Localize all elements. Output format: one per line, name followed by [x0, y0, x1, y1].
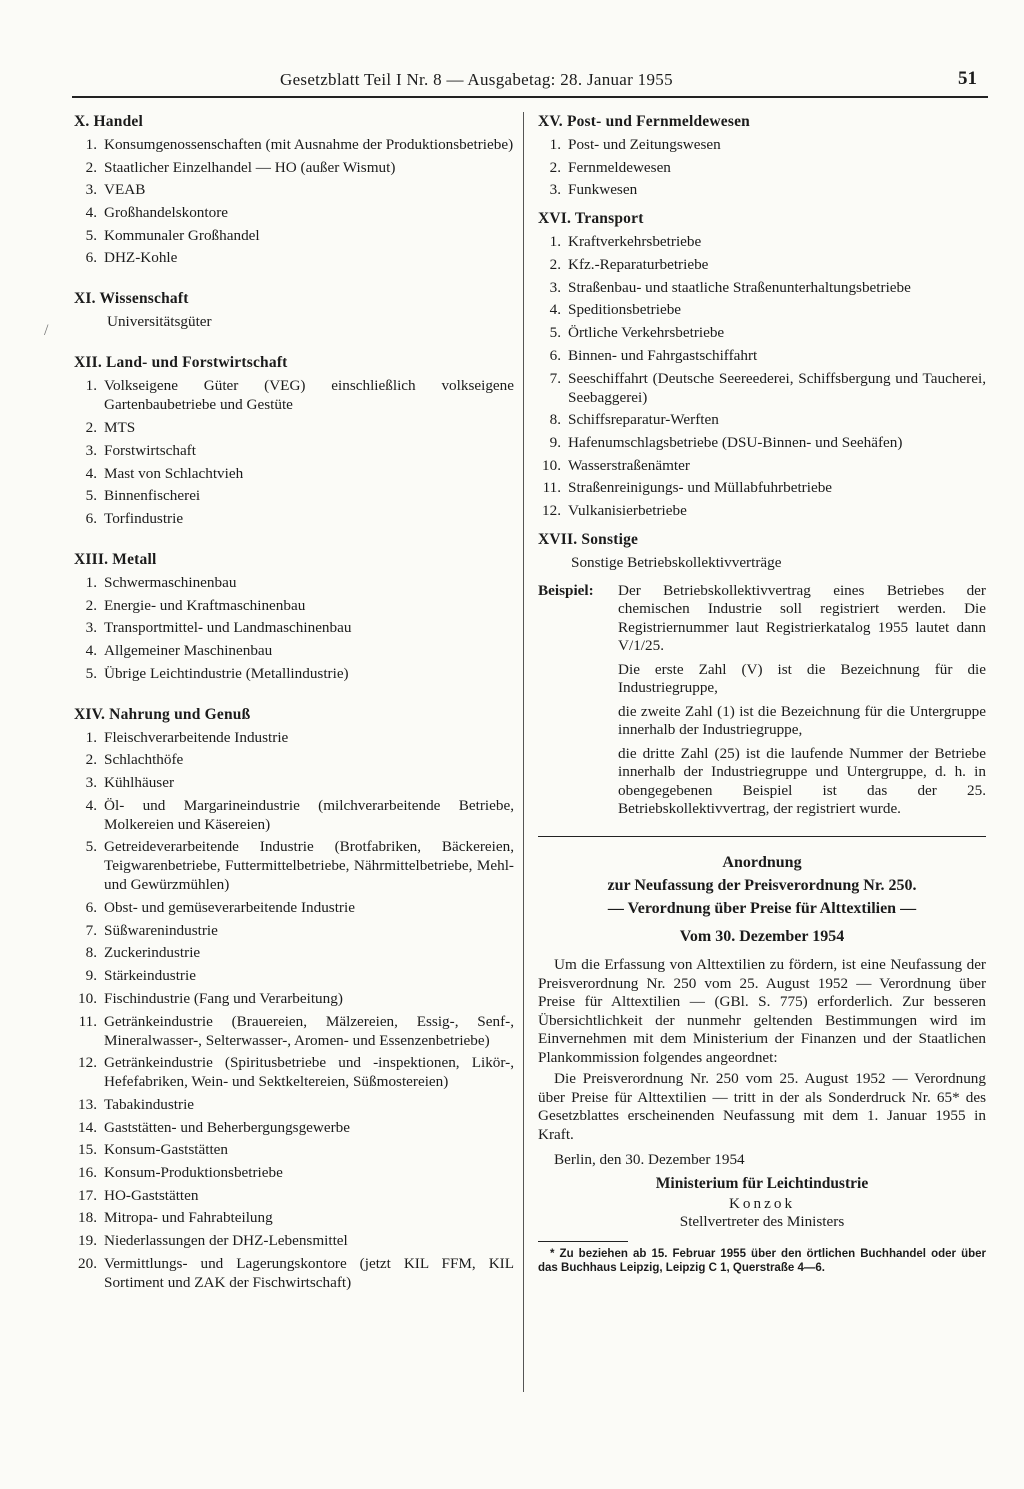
list-item-text: Straßenbau- und staatliche Straßenunterhaltungsbetriebe [568, 278, 911, 296]
list-item [74, 728, 514, 747]
list-item-number: 16. [78, 1163, 97, 1181]
beispiel-paragraph: die zweite Zahl (1) ist die Bezeichnung für die Untergruppe innerhalb der Industriegruppe, [618, 702, 986, 739]
list-item [74, 1163, 514, 1182]
list-item [74, 1053, 514, 1091]
list-item-number: 19. [78, 1232, 97, 1249]
list-item [74, 226, 514, 245]
list-item [538, 433, 986, 452]
list-item-text: VEAB [104, 181, 146, 199]
list-item-number: 3. [85, 181, 97, 199]
list-item-number: 7. [85, 921, 97, 939]
list-item-number: 3. [85, 441, 97, 459]
list-item-text: Hafenumschlagsbetriebe (DSU-Binnen- und Seehäfen) [568, 433, 903, 451]
list-item-number: 5. [85, 226, 97, 244]
list-item-text: Niederlassungen der DHZ-Lebensmittel [104, 1232, 348, 1249]
list-item [74, 1208, 514, 1227]
list-item-number: 2. [549, 256, 561, 274]
section-heading: XI. Wissenschaft [74, 290, 189, 308]
list-item-text: Großhandelskontore [104, 204, 228, 222]
list-item-number: 18. [78, 1209, 97, 1227]
list-item-text: Seeschiffahrt (Deutsche Seereederei, Schiffsbergung und Taucherei, Seebaggerei) [568, 369, 986, 406]
list-item [538, 135, 986, 154]
list-item [538, 501, 986, 520]
right-column [538, 112, 986, 1275]
list-item-text: Staatlicher Einzelhandel — HO (außer Wismut) [104, 158, 396, 176]
left-column [74, 112, 514, 1314]
section [538, 209, 986, 520]
list-item-text: Allgemeiner Maschinenbau [104, 641, 273, 659]
footnote: * Zu beziehen ab 15. Februar 1955 über den örtlichen Buchhandel oder über das Buchhaus Leipzig, Leipzig C 1, Querstraße 4—6. [538, 1248, 986, 1275]
list-item-number: 13. [78, 1095, 97, 1113]
list-item-text: Konsumgenossenschaften (mit Ausnahme der Produktionsbetriebe) [104, 136, 514, 153]
section [538, 112, 986, 199]
list-item-number: 7. [549, 369, 561, 387]
list-item-number: 1. [549, 136, 561, 153]
list-item [538, 478, 986, 497]
list-item [74, 1254, 514, 1292]
list-item-text: Obst- und gemüseverarbeitende Industrie [104, 899, 355, 917]
beispiel-paragraph: Der Betriebskollektivvertrag eines Betriebes der chemischen Industrie soll registriert werden. Die Registriernummer laut Registrierkatalog 1955 lautet dann V/1/25. [618, 581, 986, 655]
list-item-number: 2. [85, 419, 97, 437]
beispiel-label: Beispiel: [538, 581, 594, 599]
header-rule [72, 96, 988, 98]
list-item-text: Gaststätten- und Beherbergungsgewerbe [104, 1118, 351, 1136]
list-item-text: Post- und Zeitungswesen [568, 136, 721, 153]
list-item [538, 278, 986, 297]
list-item-text: DHZ-Kohle [104, 249, 178, 267]
list-item [74, 1231, 514, 1250]
list-item [74, 1095, 514, 1114]
beispiel-body [618, 582, 986, 824]
list-item-text: Zuckerindustrie [104, 944, 201, 962]
list-item-number: 6. [85, 899, 97, 917]
section [74, 705, 514, 1292]
section-heading: XVII. Sonstige [538, 530, 639, 548]
list-item [538, 255, 986, 274]
list-item [74, 921, 514, 940]
section-heading: XII. Land- und Forstwirtschaft [74, 354, 288, 372]
list-item-text: Mast von Schlachtvieh [104, 464, 244, 482]
section [74, 112, 514, 267]
list-item-text: Schwermaschinenbau [104, 573, 237, 591]
list-item-number: 1. [85, 728, 97, 746]
list-item-text: Stärkeindustrie [104, 967, 196, 985]
place-date: Berlin, den 30. Dezember 1954 [554, 1151, 745, 1169]
list-item [74, 618, 514, 637]
beispiel-block [538, 582, 986, 824]
footnote-rule [538, 1241, 628, 1242]
list-item-text: Konsum-Gaststätten [104, 1141, 229, 1159]
list-item-text: Wasserstraßenämter [568, 456, 690, 474]
list-item [74, 1140, 514, 1159]
anordnung-subtitle: zur Neufassung der Preisverordnung Nr. 250. [607, 877, 917, 895]
list-item-text: Mitropa- und Fahrabteilung [104, 1209, 273, 1227]
list-item [538, 180, 986, 199]
list-item-number: 2. [85, 751, 97, 769]
anordnung-paragraph-1: Um die Erfassung von Alttextilien zu fördern, ist eine Neufassung der Preisverordnung Nr. 250 vom 25. August 1952 — Verordnung über Preise für Alttextilien — (GBl. S. 775) erforderlich. Zur besseren Übersichtlichkeit der nunmehr geltenden Bestimmungen wird im Einvernehmen mit dem Ministerium der Finanzen und der Staatlichen Plankommission folgendes angeordnet: [538, 956, 986, 1066]
anordnung-title: Anordnung [722, 854, 802, 872]
column-divider [523, 112, 524, 1392]
list-item [74, 376, 514, 414]
anordnung-date: Vom 30. Dezember 1954 [679, 928, 845, 946]
list-item-text: Fleischverarbeitende Industrie [104, 728, 289, 746]
list-item [74, 641, 514, 660]
list-item-number: 2. [85, 596, 97, 614]
list-item-number: 14. [78, 1118, 97, 1136]
list-item-number: 4. [549, 301, 561, 319]
section [538, 530, 986, 572]
list-item [74, 1186, 514, 1205]
list-item-text: Vermittlungs- und Lagerungskontore (jetzt KIL FFM, KIL Sortiment und ZAK der Fischwirtschaft) [104, 1254, 514, 1291]
list-item [74, 943, 514, 962]
list-item [74, 966, 514, 985]
list-item-text: Übrige Leichtindustrie (Metallindustrie) [104, 664, 349, 682]
list-item-text: Süßwarenindustrie [104, 921, 218, 939]
list-item [74, 1012, 514, 1050]
list-item [74, 441, 514, 460]
list-item [74, 158, 514, 177]
list-item-number: 10. [542, 456, 561, 474]
list-item-text: Energie- und Kraftmaschinenbau [104, 596, 306, 614]
list-item-text: Getränkeindustrie (Brauereien, Mälzereien, Essig-, Senf-, Mineralwasser-, Selterwasser-, Aromen- und Essenzenbetriebe) [104, 1012, 514, 1049]
list-item-number: 8. [85, 944, 97, 962]
list-item-text: Speditionsbetriebe [568, 301, 682, 319]
list-item-number: 3. [85, 774, 97, 791]
page-number: 51 [958, 68, 977, 89]
list-item-text: Kfz.-Reparaturbetriebe [568, 256, 709, 274]
list-item-number: 6. [549, 346, 561, 364]
list-item-text: Getreideverarbeitende Industrie (Brotfabriken, Bäckereien, Teigwarenbetriebe, Futtermittelbetriebe, Nährmittelbetriebe, Mehl- und Gewürzmühlen) [104, 838, 514, 894]
list-item [74, 180, 514, 199]
list-item-text: Binnen- und Fahrgastschiffahrt [568, 346, 758, 364]
list-item-number: 9. [549, 433, 561, 451]
list-item-number: 2. [85, 158, 97, 176]
list-item-text: Kraftverkehrsbetriebe [568, 233, 702, 251]
margin-mark: / [44, 322, 49, 339]
list-item-text: Tabakindustrie [104, 1095, 195, 1113]
anordnung-paragraph-2: Die Preisverordnung Nr. 250 vom 25. August 1952 — Verordnung über Preise für Alttextilien — tritt in der als Sonderdruck Nr. 65* des Gesetzblattes erscheinenden Neufassung mit dem 1. Januar 1955 in Kraft. [538, 1070, 986, 1143]
page-header [0, 64, 1024, 94]
section-heading: XIV. Nahrung und Genuß [74, 705, 251, 723]
list-item-number: 3. [85, 619, 97, 637]
list-item [74, 750, 514, 769]
list-item-text: Getränkeindustrie (Spiritusbetriebe und -inspektionen, Likör-, Hefefabriken, Wein- und Sektkeltereien, Süßmostereien) [104, 1054, 514, 1091]
list-item [74, 596, 514, 615]
list-item [74, 248, 514, 267]
list-item-text: Torfindustrie [104, 509, 184, 527]
list-item-number: 5. [85, 487, 97, 505]
list-item [74, 837, 514, 894]
section-heading: XIII. Metall [74, 550, 157, 568]
list-item-number: 1. [85, 377, 97, 395]
list-item [74, 989, 514, 1008]
list-item-number: 4. [85, 464, 97, 482]
list-item-number: 5. [85, 838, 97, 856]
section [74, 353, 514, 527]
list-item [538, 456, 986, 475]
list-item [74, 773, 514, 792]
section-heading: XVI. Transport [538, 210, 644, 228]
section-heading: XV. Post- und Fernmeldewesen [538, 113, 750, 130]
list-item-number: 1. [549, 233, 561, 251]
list-item [74, 1118, 514, 1137]
list-item [74, 509, 514, 528]
beispiel-paragraph: die dritte Zahl (25) ist die laufende Nummer der Betriebe innerhalb der Industriegruppe und Untergruppe, d. h. in obengegebenen Beispiel ist das der 25. Betriebskollektivvertrag, der registriert wurde. [618, 744, 986, 818]
list-item-number: 9. [85, 967, 97, 985]
list-item [538, 300, 986, 319]
list-item-text: Schlachthöfe [104, 751, 184, 769]
list-item-text: Fernmeldewesen [568, 158, 671, 176]
list-item [538, 410, 986, 429]
list-item-text: Transportmittel- und Landmaschinenbau [104, 619, 352, 637]
list-item-number: 11. [542, 479, 561, 497]
right-section-list [538, 112, 986, 572]
list-item [538, 158, 986, 177]
list-item-text: MTS [104, 419, 136, 437]
list-item-text: HO-Gaststätten [104, 1186, 199, 1204]
beispiel-paragraph: Die erste Zahl (V) ist die Bezeichnung für die Industriegruppe, [618, 660, 986, 697]
list-item-text: Volkseigene Güter (VEG) einschließlich volkseigene Gartenbaubetriebe und Gestüte [104, 377, 514, 414]
list-item-number: 5. [549, 324, 561, 342]
list-item-number: 17. [78, 1186, 97, 1204]
list-item-number: 10. [78, 989, 97, 1007]
list-item-number: 1. [85, 573, 97, 591]
list-item [538, 232, 986, 251]
section-separator [538, 836, 986, 838]
list-item [538, 323, 986, 342]
section-heading: X. Handel [74, 113, 143, 130]
list-item-text: Binnenfischerei [104, 487, 201, 505]
list-item-number: 12. [78, 1054, 97, 1072]
list-item-number: 4. [85, 641, 97, 659]
list-item-text: Kühlhäuser [104, 774, 175, 791]
anordnung-subtitle-2: — Verordnung über Preise für Alttextilien — [607, 900, 917, 918]
signer-role: Stellvertreter des Ministers [679, 1213, 845, 1231]
list-item-number: 8. [549, 411, 561, 429]
list-item [538, 346, 986, 365]
list-item [74, 796, 514, 834]
list-item [74, 898, 514, 917]
list-item [74, 418, 514, 437]
list-item-number: 2. [549, 158, 561, 176]
ministry-name: Ministerium für Leichtindustrie [655, 1175, 869, 1193]
list-item [74, 573, 514, 592]
list-item-text: Öl- und Margarineindustrie (milchverarbeitende Betriebe, Molkereien und Käsereien) [104, 796, 514, 833]
section [74, 550, 514, 683]
list-item-text: Konsum-Produktionsbetriebe [104, 1163, 283, 1181]
list-item-number: 5. [85, 664, 97, 682]
list-item-text: Forstwirtschaft [104, 441, 196, 459]
list-item [74, 464, 514, 483]
list-item-number: 6. [85, 509, 97, 527]
list-item [74, 486, 514, 505]
list-item-text: Örtliche Verkehrsbetriebe [568, 324, 725, 342]
section [74, 289, 514, 331]
list-item-number: 6. [85, 249, 97, 267]
list-item-number: 3. [549, 278, 561, 296]
signer-name: Konzok [728, 1195, 796, 1213]
list-item-number: 20. [78, 1254, 97, 1272]
list-item-number: 11. [78, 1012, 97, 1030]
list-item-text: Schiffsreparatur-Werften [568, 411, 719, 429]
list-item-number: 4. [85, 204, 97, 222]
list-item [74, 203, 514, 222]
page-header-title: Gesetzblatt Teil I Nr. 8 — Ausgabetag: 28. Januar 1955 [280, 70, 673, 89]
list-item [74, 135, 514, 154]
list-item-text: Kommunaler Großhandel [104, 226, 260, 244]
list-item [538, 369, 986, 407]
list-item-number: 1. [85, 136, 97, 153]
list-item-text: Fischindustrie (Fang und Verarbeitung) [104, 989, 343, 1007]
list-item-text: Funkwesen [568, 181, 638, 199]
list-item-number: 3. [549, 181, 561, 199]
list-item [74, 664, 514, 683]
list-item-number: 12. [542, 501, 561, 519]
section-subtext: Universitätsgüter [107, 313, 212, 331]
list-item-number: 15. [78, 1141, 97, 1159]
list-item-text: Vulkanisierbetriebe [568, 501, 687, 519]
list-item-number: 4. [85, 796, 97, 814]
section-subtext: Sonstige Betriebskollektivverträge [571, 553, 782, 571]
list-item-text: Straßenreinigungs- und Müllabfuhrbetriebe [568, 479, 833, 497]
